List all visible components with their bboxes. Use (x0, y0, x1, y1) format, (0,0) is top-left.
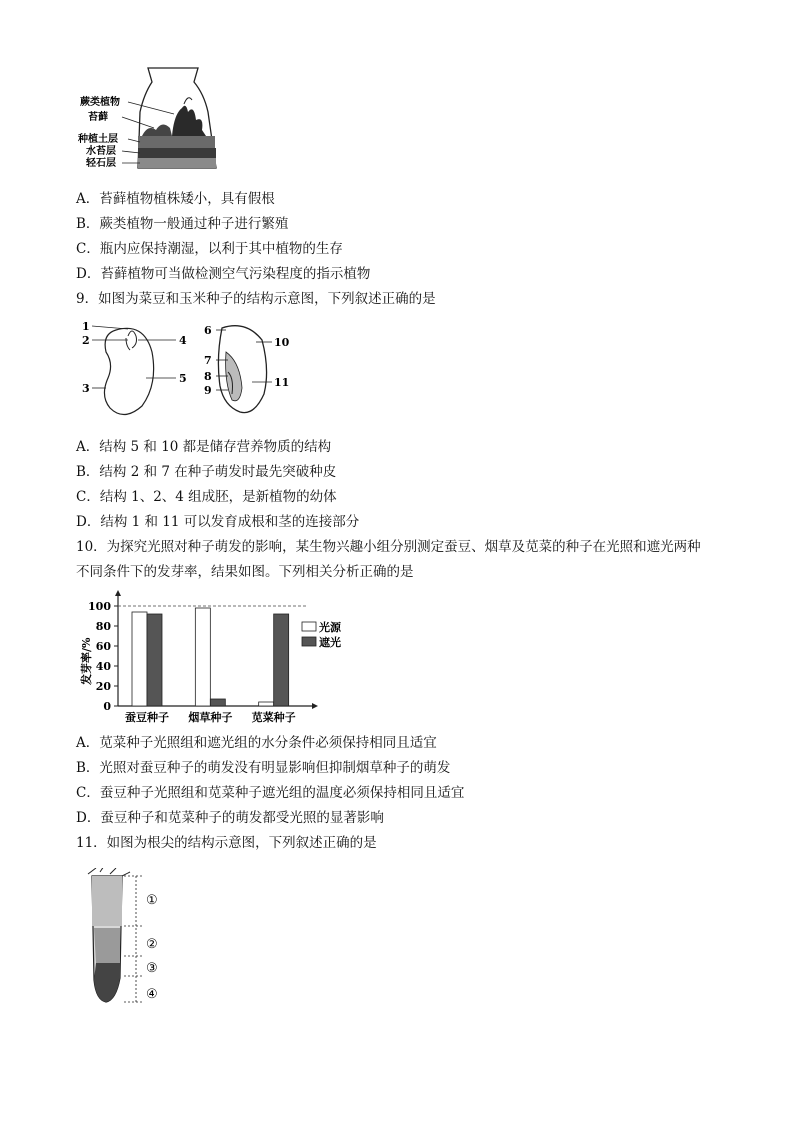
root-zone-4: ④ (146, 987, 158, 1002)
root-zone-3: ③ (146, 961, 158, 976)
q10-option-b: B．光照对蚕豆种子的萌发没有明显影响但抑制烟草种子的萌发 (76, 760, 451, 776)
chart-y-tick-label: 0 (103, 700, 111, 713)
q8-option-b: B．蕨类植物一般通过种子进行繁殖 (76, 216, 289, 232)
chart-x-tick-label: 烟草种子 (188, 711, 233, 724)
chart-x-tick-label: 苋菜种子 (251, 711, 296, 724)
terrarium-label-pumice: 轻石层 (86, 158, 116, 169)
chart-y-tick-label: 60 (95, 640, 111, 653)
corn-label-7: 7 (204, 354, 212, 367)
terrarium-label-soil: 种植土层 (78, 134, 118, 145)
terrarium-label-fern: 蕨类植物 (80, 97, 120, 108)
germination-chart (76, 590, 356, 725)
chart-y-tick-label: 40 (95, 660, 111, 673)
chart-bar (259, 702, 274, 706)
bean-label-3: 3 (82, 382, 90, 395)
q8-option-c: C．瓶内应保持潮湿，以利于其中植物的生存 (76, 241, 343, 257)
chart-bar (132, 612, 147, 706)
chart-bar (274, 614, 289, 706)
chart-legend-swatch (302, 622, 316, 631)
corn-label-10: 10 (274, 336, 290, 349)
chart-bar (210, 699, 225, 706)
chart-legend-label: 光源 (319, 621, 341, 634)
q10-option-a: A．苋菜种子光照组和遮光组的水分条件必须保持相同且适宜 (76, 735, 437, 751)
chart-y-axis-arrow (115, 590, 121, 596)
bean-label-1: 1 (82, 320, 90, 333)
chart-legend-swatch (302, 637, 316, 646)
chart-bar (147, 614, 162, 706)
corn-label-9: 9 (204, 384, 212, 397)
q10-stem-line1: 10．为探究光照对种子萌发的影响，某生物兴趣小组分别测定蚕豆、烟草及苋菜的种子在光照和遮光两种 (76, 539, 701, 555)
chart-y-tick-label: 20 (95, 680, 111, 693)
root-zone-2: ② (146, 937, 158, 952)
root-zone-1: ① (146, 893, 158, 908)
q11-stem: 11．如图为根尖的结构示意图，下列叙述正确的是 (76, 835, 377, 851)
bean-label-5: 5 (179, 372, 187, 385)
q8-option-a: A．苔藓植物植株矮小，具有假根 (76, 191, 275, 207)
chart-legend-label: 遮光 (319, 636, 341, 649)
chart-x-axis-arrow (312, 703, 318, 709)
terrarium-figure (76, 64, 226, 176)
root-tip-figure (80, 868, 190, 1008)
q9-option-c: C．结构 1、2、4 组成胚，是新植物的幼体 (76, 489, 337, 505)
corn-label-8: 8 (204, 370, 212, 383)
seed-figure (74, 312, 304, 424)
q9-option-a: A．结构 5 和 10 都是储存营养物质的结构 (76, 439, 332, 455)
q8-option-d: D．苔藓植物可当做检测空气污染程度的指示植物 (76, 266, 371, 282)
chart-ylabel: 发芽率/% (80, 637, 93, 685)
corn-label-6: 6 (204, 324, 212, 337)
bean-label-2: 2 (82, 334, 90, 347)
q9-option-d: D．结构 1 和 11 可以发育成根和茎的连接部分 (76, 514, 360, 530)
chart-x-tick-label: 蚕豆种子 (125, 711, 169, 724)
q10-stem-line2: 不同条件下的发芽率，结果如图。下列相关分析正确的是 (76, 564, 414, 580)
chart-y-tick-label: 100 (88, 600, 111, 613)
bean-label-4: 4 (179, 334, 187, 347)
terrarium-label-sphagnum: 水苔层 (86, 146, 116, 157)
corn-label-11: 11 (274, 376, 290, 389)
q10-option-c: C．蚕豆种子光照组和苋菜种子遮光组的温度必须保持相同且适宜 (76, 785, 465, 801)
chart-y-tick-label: 80 (95, 620, 111, 633)
q10-option-d: D．蚕豆种子和苋菜种子的萌发都受光照的显著影响 (76, 810, 384, 826)
q9-option-b: B．结构 2 和 7 在种子萌发时最先突破种皮 (76, 464, 337, 480)
q9-stem: 9．如图为菜豆和玉米种子的结构示意图，下列叙述正确的是 (76, 291, 436, 307)
terrarium-label-moss: 苔藓 (88, 112, 108, 123)
chart-bar (195, 608, 210, 706)
